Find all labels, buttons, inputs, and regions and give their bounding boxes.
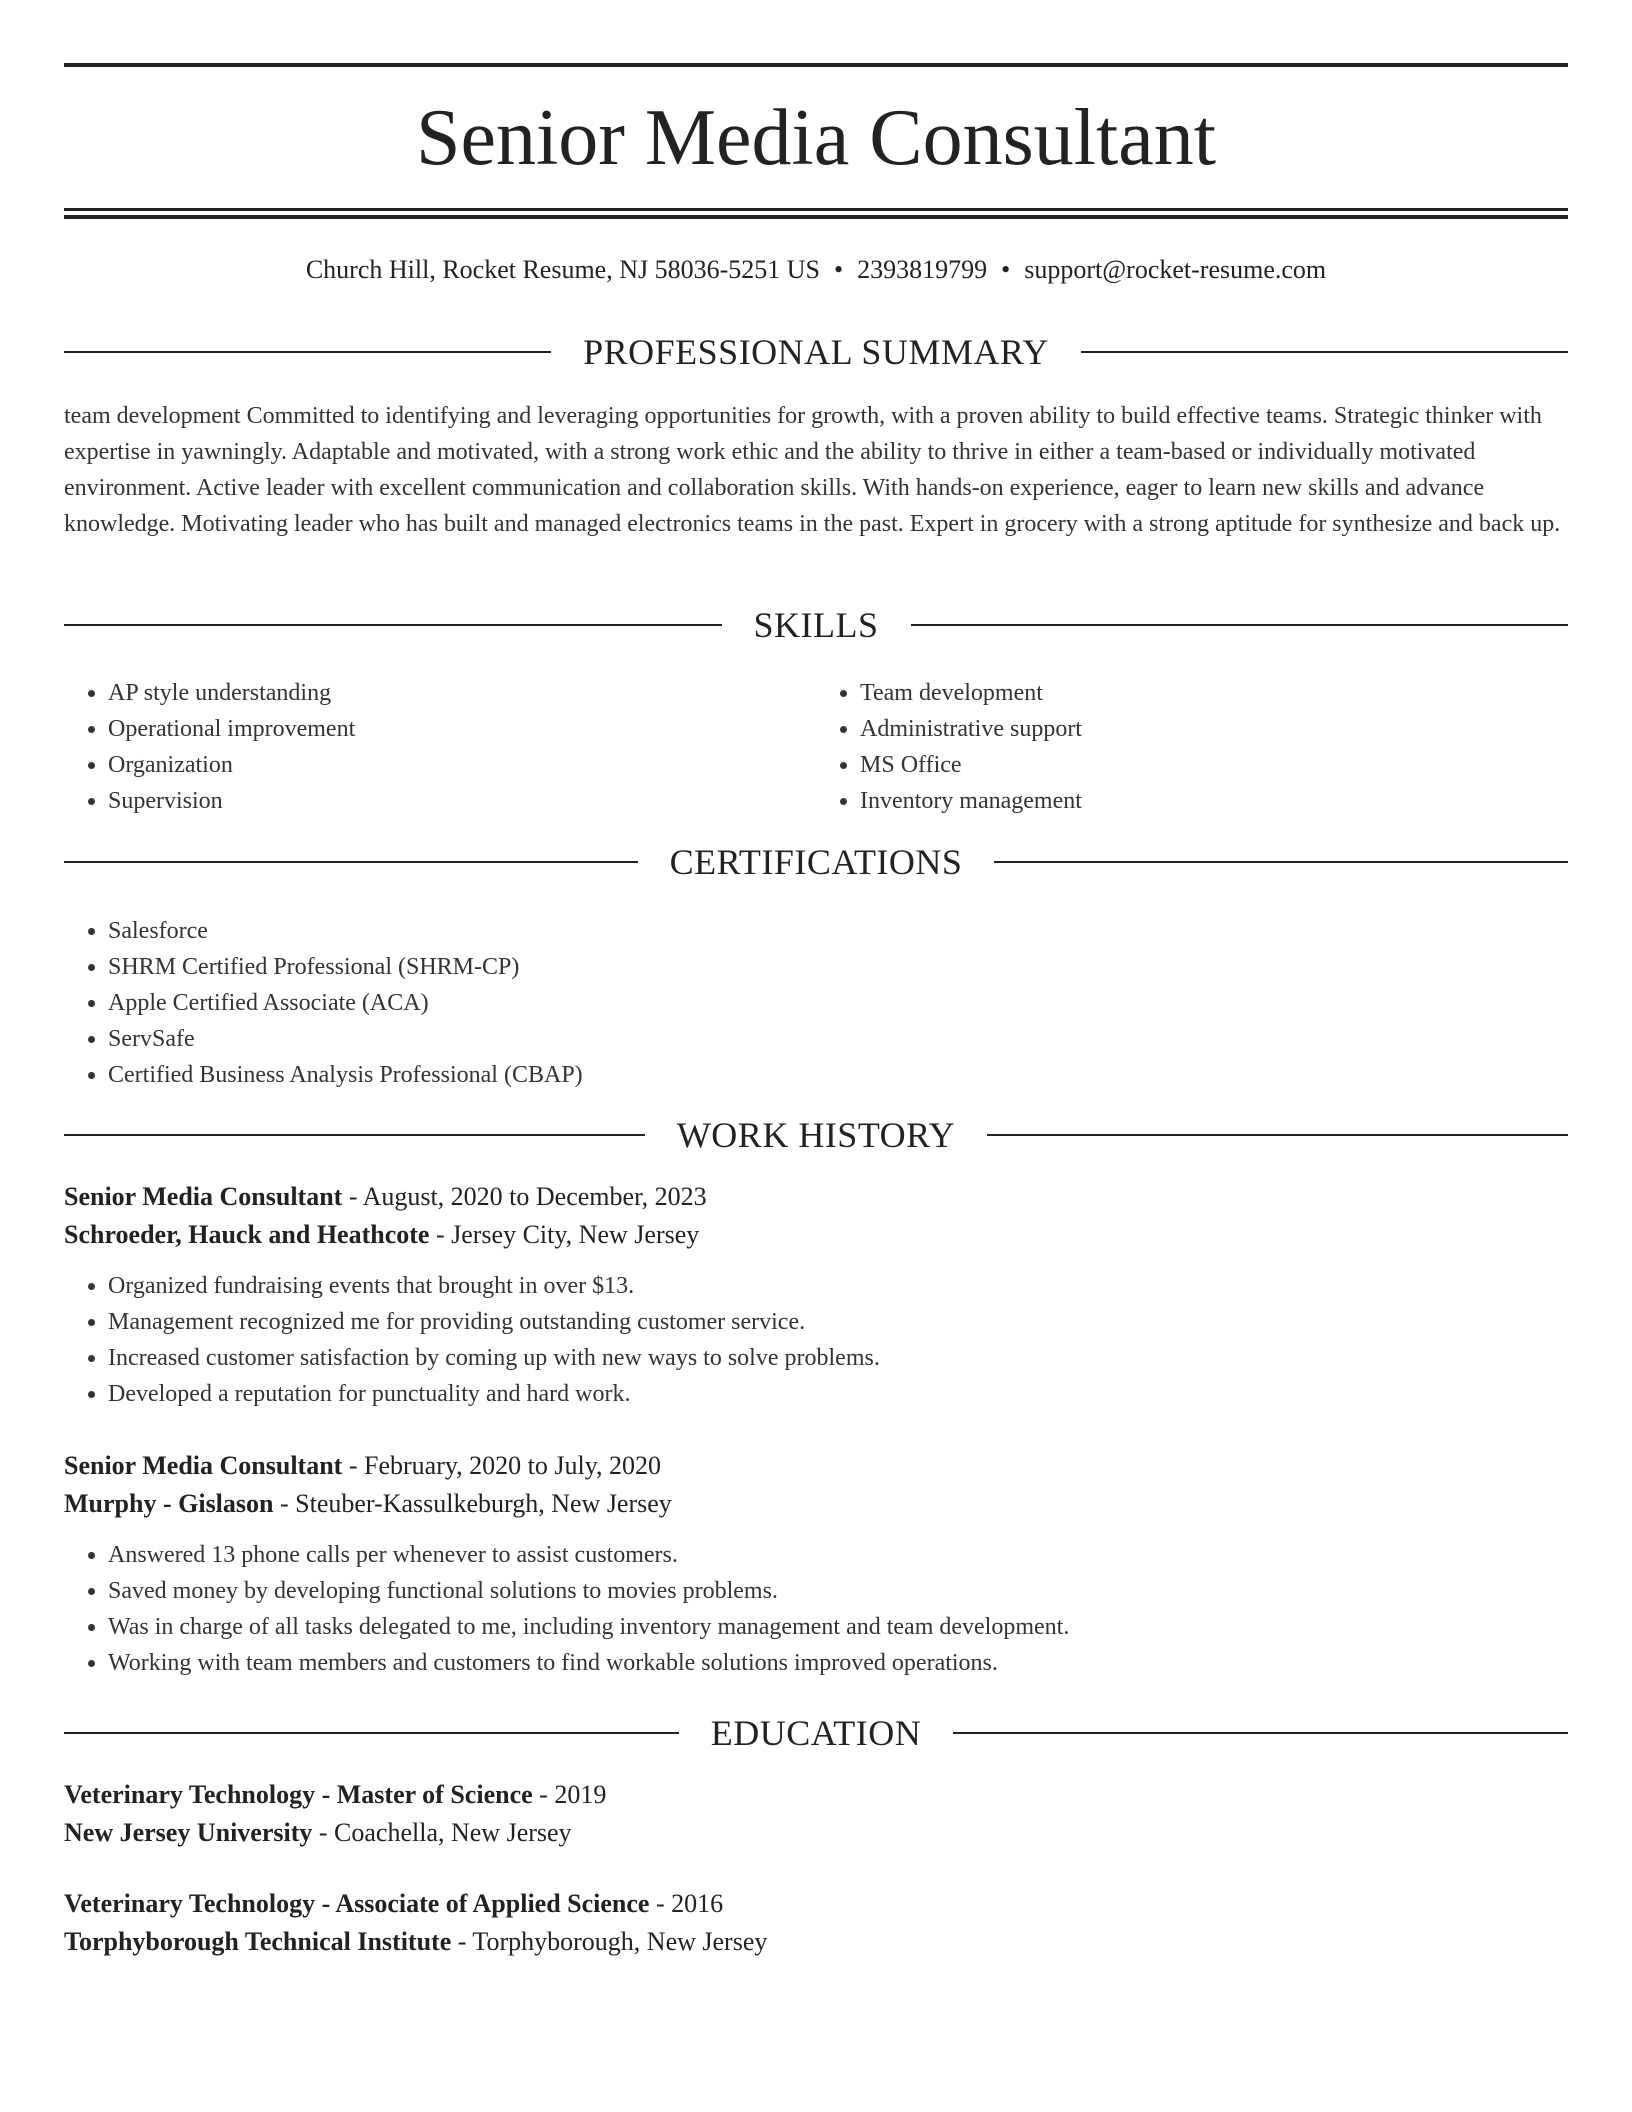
heading-rule [1081, 351, 1568, 353]
section-heading-certifications [64, 842, 1568, 882]
list-item: • Working with team members and customers to find workable solutions improved operations. [108, 1645, 1568, 1681]
school: Torphyborough Technical Institute [64, 1927, 452, 1956]
degree-year: - 2019 [532, 1780, 607, 1809]
list-item: • Answered 13 phone calls per whenever to assist customers. [108, 1537, 1568, 1573]
job-entry [64, 1447, 1568, 1681]
list-item: • Management recognized me for providing outstanding customer service. [108, 1304, 1568, 1340]
heading-rule [994, 861, 1568, 863]
degree: Veterinary Technology - Master of Science [64, 1780, 533, 1809]
job-bullets [64, 1537, 1568, 1681]
list-item: • Increased customer satisfaction by coming up with new ways to solve problems. [108, 1340, 1568, 1376]
job-company: Schroeder, Hauck and Heathcote [64, 1220, 430, 1249]
section-title: PROFESSIONAL SUMMARY [583, 332, 1049, 372]
list-item: • Apple Certified Associate (ACA) [108, 985, 1568, 1021]
school-location: - Torphyborough, New Jersey [451, 1927, 768, 1956]
heading-rule [64, 1134, 645, 1136]
list-item: • AP style understanding [108, 675, 816, 711]
job-title-line [64, 1447, 1568, 1485]
heading-rule [911, 624, 1569, 626]
list-item: • Team development [860, 675, 1568, 711]
list-item: • MS Office [860, 747, 1568, 783]
heading-rule [987, 1134, 1568, 1136]
job-company-line [64, 1216, 1568, 1254]
job-company: Murphy - Gislason [64, 1489, 274, 1518]
job-title-line [64, 1178, 1568, 1216]
contact-line [64, 252, 1568, 288]
contact-address: Church Hill, Rocket Resume, NJ 58036-5251 US [305, 255, 821, 284]
job-dates: - February, 2020 to July, 2020 [342, 1451, 662, 1480]
list-item: • Administrative support [860, 711, 1568, 747]
certifications-list [64, 913, 1568, 1093]
school-location: - Coachella, New Jersey [312, 1818, 572, 1847]
section-title: WORK HISTORY [676, 1115, 956, 1155]
list-item: • Developed a reputation for punctuality and hard work. [108, 1376, 1568, 1412]
section-heading-summary [64, 332, 1568, 372]
contact-separator: • [834, 255, 844, 284]
section-heading-work-history [64, 1115, 1568, 1155]
list-item: • Was in charge of all tasks delegated to me, including inventory management and team development. [108, 1609, 1568, 1645]
list-item: • Certified Business Analysis Professional (CBAP) [108, 1057, 1568, 1093]
section-heading-skills [64, 605, 1568, 645]
contact-email: support@rocket-resume.com [1024, 255, 1327, 284]
heading-rule [64, 351, 551, 353]
list-item: • Operational improvement [108, 711, 816, 747]
skills-column-right [816, 675, 1568, 819]
job-dates: - August, 2020 to December, 2023 [342, 1182, 707, 1211]
list-item: • Organized fundraising events that brought in over $13. [108, 1268, 1568, 1304]
degree-line [64, 1885, 1568, 1923]
section-title: EDUCATION [710, 1713, 922, 1753]
contact-separator: • [1001, 255, 1011, 284]
contact-phone: 2393819799 [857, 255, 988, 284]
top-rule [64, 63, 1568, 67]
job-title: Senior Media Consultant [64, 1182, 343, 1211]
list-item: • Salesforce [108, 913, 1568, 949]
page-title: Senior Media Consultant [416, 94, 1216, 182]
heading-rule [64, 861, 638, 863]
school-line [64, 1814, 1568, 1852]
certifications-items [64, 913, 1568, 1093]
job-location: - Steuber-Kassulkeburgh, New Jersey [273, 1489, 672, 1518]
job-location: - Jersey City, New Jersey [429, 1220, 700, 1249]
job-title: Senior Media Consultant [64, 1451, 343, 1480]
section-title: CERTIFICATIONS [669, 842, 963, 882]
degree: Veterinary Technology - Associate of Applied Science [64, 1889, 650, 1918]
job-company-line [64, 1485, 1568, 1523]
list-item: • SHRM Certified Professional (SHRM-CP) [108, 949, 1568, 985]
school: New Jersey University [64, 1818, 313, 1847]
heading-rule [64, 624, 722, 626]
heading-rule [64, 1732, 679, 1734]
section-title: SKILLS [753, 605, 879, 645]
list-item: • ServSafe [108, 1021, 1568, 1057]
job-bullets [64, 1268, 1568, 1412]
job-entry [64, 1178, 1568, 1412]
school-line [64, 1923, 1568, 1961]
degree-year: - 2016 [649, 1889, 724, 1918]
list-item: • Organization [108, 747, 816, 783]
education-entry [64, 1776, 1568, 1852]
list-item: • Inventory management [860, 783, 1568, 819]
education-entry [64, 1885, 1568, 1961]
heading-rule [953, 1732, 1568, 1734]
list-item: • Saved money by developing functional solutions to movies problems. [108, 1573, 1568, 1609]
skills-column-left [64, 675, 816, 819]
skills-list [64, 675, 1568, 819]
title-double-rule [64, 208, 1568, 219]
degree-line [64, 1776, 1568, 1814]
section-heading-education [64, 1713, 1568, 1753]
list-item: • Supervision [108, 783, 816, 819]
summary-text: team development Committed to identifying and leveraging opportunities for growth, with a proven ability to build effective teams. Strategic thinker with expertise in yawningly. Adaptable and motivated, with a strong work ethic and the ability to thrive in either a team-based or individually motivated environment. Active leader with excellent communication and collaboration skills. With hands-on experience, eager to learn new skills and advance knowledge. Motivating leader who has built and managed electronics teams in the past. Expert in grocery with a strong aptitude for synthesize and back up. [64, 403, 1561, 537]
